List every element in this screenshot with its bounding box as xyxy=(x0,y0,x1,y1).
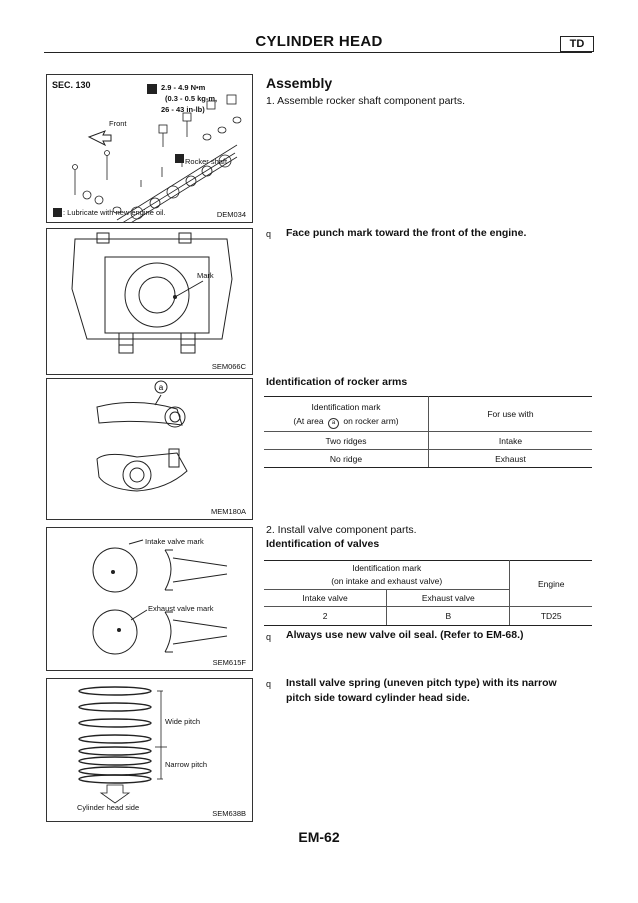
torque-nm: 2.9 - 4.9 N•m xyxy=(161,83,206,92)
note-valve-spring-1: Install valve spring (uneven pitch type) with its narrow xyxy=(286,677,557,689)
bullet: q xyxy=(266,229,272,239)
valve-header-mark: Identification mark (on intake and exhaust valve) xyxy=(264,561,510,590)
page-number: EM-62 xyxy=(298,829,340,845)
note-punch-mark: Face punch mark toward the front of the engine. xyxy=(286,227,527,239)
rocker-shaft-label: Rocker shaft xyxy=(185,157,228,166)
rocker-header-mark: Identification mark (At area a on rocker arm) xyxy=(264,397,429,432)
rocker-cell-use: Intake xyxy=(429,432,593,450)
valve-cell-engine: TD25 xyxy=(510,607,592,626)
area-a-circle: a xyxy=(328,418,339,429)
rocker-cell-use: Exhaust xyxy=(429,450,593,468)
intake-valve-mark-label: Intake valve mark xyxy=(145,537,204,546)
figure-code: DEM034 xyxy=(216,210,246,219)
figure-code: SEM066C xyxy=(211,362,246,371)
step-2: 2. Install valve component parts. xyxy=(266,524,417,536)
rocker-table-title: Identification of rocker arms xyxy=(266,376,408,388)
mark-label: Mark xyxy=(197,271,214,280)
valve-id-table xyxy=(264,560,592,626)
figure-code: SEM615F xyxy=(212,658,246,667)
bullet: q xyxy=(266,679,272,689)
figure-valve-marks xyxy=(46,527,253,671)
figure-valve-spring xyxy=(46,678,253,822)
figure-rocker-shaft xyxy=(46,74,253,223)
valve-header-engine: Engine xyxy=(510,561,592,607)
torque-kgm: (0.3 - 0.5 kg-m, xyxy=(165,94,218,103)
rocker-cell-mark: Two ridges xyxy=(264,432,429,450)
rocker-shaft-illustration xyxy=(47,75,252,222)
valve-subheader-exhaust: Exhaust valve xyxy=(387,590,510,607)
front-label: Front xyxy=(109,119,127,128)
valve-cell-exhaust: B xyxy=(387,607,510,626)
note-oil-seal: Always use new valve oil seal. (Refer to EM-68.) xyxy=(286,629,524,641)
valve-cell-intake: 2 xyxy=(264,607,387,626)
cylinder-head-side-label: Cylinder head side xyxy=(77,803,140,812)
valve-subheader-intake: Intake valve xyxy=(264,590,387,607)
wide-pitch-label: Wide pitch xyxy=(165,717,201,726)
rocker-header-use: For use with xyxy=(429,397,593,432)
valves-table-title: Identification of valves xyxy=(266,538,380,550)
valve-spring-illustration xyxy=(47,679,252,821)
step-1: 1. Assemble rocker shaft component parts. xyxy=(266,95,466,107)
torque-inlb: 26 - 43 in-lb) xyxy=(161,105,205,114)
rocker-arm-illustration xyxy=(47,379,252,519)
header-rule xyxy=(44,52,592,53)
rocker-arm-table xyxy=(264,396,592,468)
note-valve-spring-2: pitch side toward cylinder head side. xyxy=(286,692,470,704)
bullet: q xyxy=(266,632,272,642)
figure-punch-mark xyxy=(46,228,253,375)
assembly-title: Assembly xyxy=(266,75,333,91)
section-badge: TD xyxy=(560,36,594,52)
figure-code: MEM180A xyxy=(210,507,246,516)
cylinder-head-illustration xyxy=(47,229,252,374)
valve-illustration xyxy=(47,528,252,670)
figure-code: SEM638B xyxy=(212,809,246,818)
figure-rocker-arm xyxy=(46,378,253,520)
page-title: CYLINDER HEAD xyxy=(255,33,383,50)
rocker-cell-mark: No ridge xyxy=(264,450,429,468)
narrow-pitch-label: Narrow pitch xyxy=(165,760,208,769)
area-a-marker: a xyxy=(158,383,164,392)
section-number: SEC. 130 xyxy=(52,80,91,90)
lubricate-note: : Lubricate with new engine oil. xyxy=(63,208,166,217)
exhaust-valve-mark-label: Exhaust valve mark xyxy=(148,604,214,613)
